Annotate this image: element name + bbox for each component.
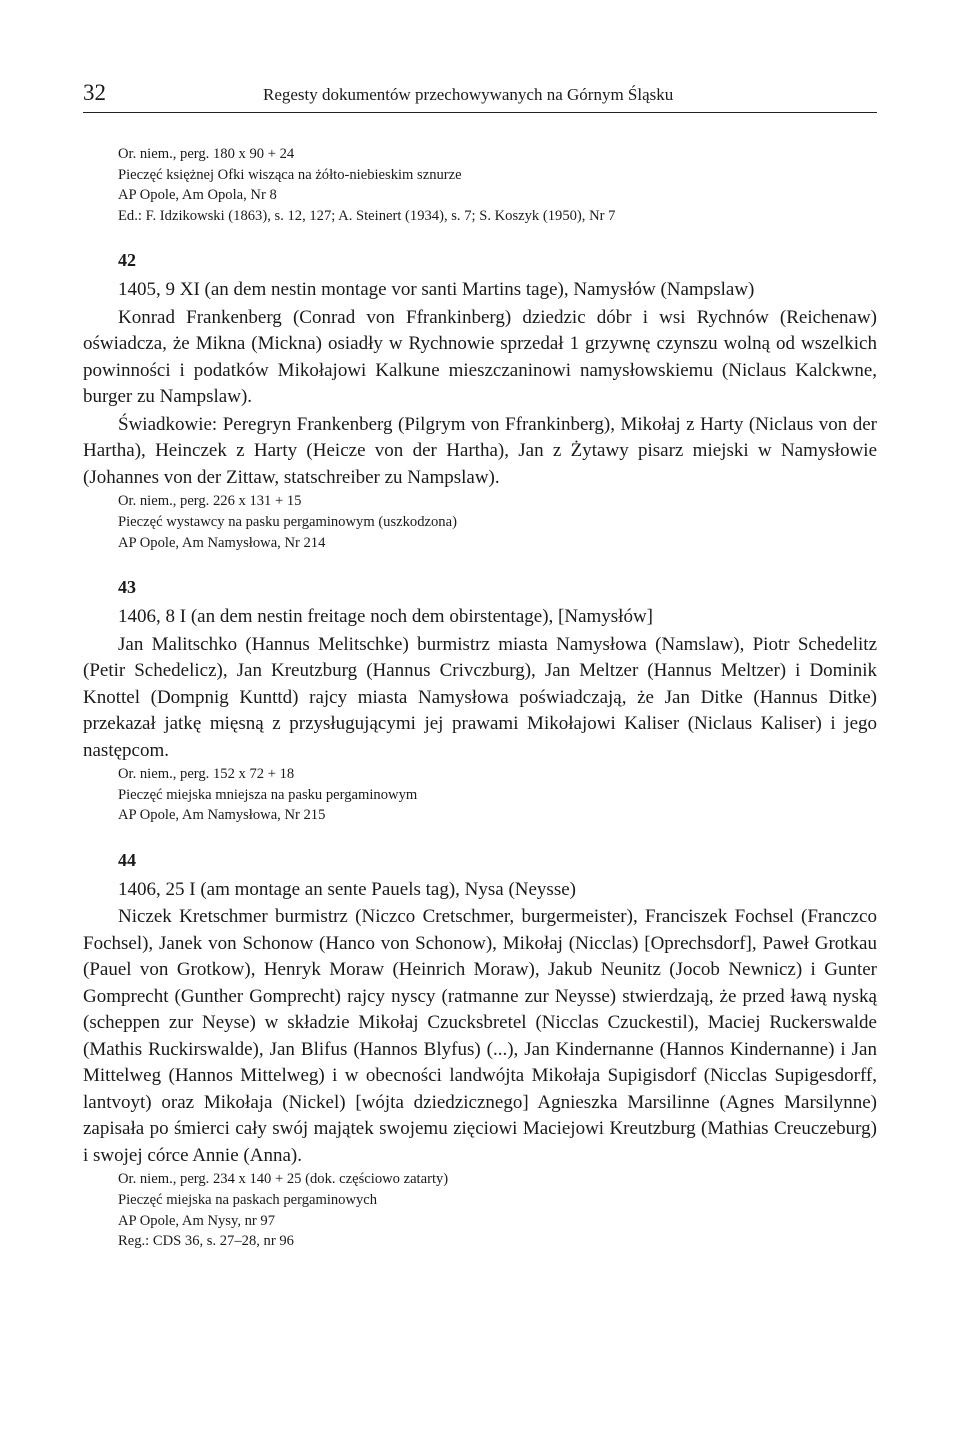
- entry-42: [83, 248, 877, 553]
- meta-line: Ed.: F. Idzikowski (1863), s. 12, 127; A. Steinert (1934), s. 7; S. Koszyk (1950), Nr 7: [118, 207, 616, 224]
- entry-paragraph: Konrad Frankenberg (Conrad von Ffrankinberg) dziedzic dóbr i wsi Rychnów (Reichenaw) oświadcza, że Mikna (Mickna) osiadły w Rychnowie sprzedał 1 grzywnę czynszu wolną od wszelkich powinności i podatków Mikołajowi Kalkune mieszczaninowi namysłowskiemu (Niclaus Kalckwne, burger zu Nampslaw).: [83, 306, 877, 408]
- entry-43: [83, 575, 877, 826]
- entry-metadata: [83, 491, 877, 553]
- entry-metadata: [83, 1169, 877, 1251]
- entry-paragraph: Jan Malitschko (Hannus Melitschke) burmistrz miasta Namysłowa (Namslaw), Piotr Schedelitz (Petir Schedelicz), Jan Kreutzburg (Hannus Crivczburg), Jan Meltzer (Hannus Meltzer) i Dominik Knottel (Dompnig Kunttd) rajcy miasta Namysłowa poświadczają, że Jan Ditke (Hannus Ditke) przekazał jatkę mięsną z przysługującymi jej prawami Mikołajowi Kaliser (Niclaus Kaliser) i jego następcom.: [83, 633, 877, 761]
- entry-metadata: [83, 764, 877, 826]
- meta-line: Pieczęć miejska na paskach pergaminowych: [118, 1192, 378, 1209]
- meta-line: AP Opole, Am Opola, Nr 8: [118, 187, 277, 204]
- meta-line: AP Opole, Am Namysłowa, Nr 215: [118, 807, 326, 824]
- entry-number: 42: [118, 250, 136, 271]
- entry-paragraph: Świadkowie: Peregryn Frankenberg (Pilgrym von Ffrankinberg), Mikołaj z Harty (Niclaus von der Hartha), Heinczek z Harty (Heicze von der Hartha), Jan z Żytawy pisarz miejski w Namysłowie (Johannes von der Zittaw, statschreiber zu Nampslaw).: [83, 413, 877, 488]
- page-header: [83, 78, 877, 114]
- entry-date-line: 1406, 8 I (an dem nestin freitage noch dem obirstentage), [Namysłów]: [118, 606, 654, 628]
- entry-number: 43: [118, 577, 136, 598]
- meta-line: Or. niem., perg. 226 x 131 + 15: [118, 493, 302, 510]
- entry-number: 44: [118, 849, 136, 870]
- page-number: 32: [83, 80, 106, 105]
- meta-line: AP Opole, Am Namysłowa, Nr 214: [118, 534, 326, 551]
- entry-date-line: 1405, 9 XI (an dem nestin montage vor santi Martins tage), Namysłów (Nampslaw): [118, 279, 755, 301]
- meta-line: Pieczęć księżnej Ofki wisząca na żółto-niebieskim sznurze: [118, 166, 462, 183]
- meta-line: Pieczęć wystawcy na pasku pergaminowym (uszkodzona): [118, 513, 457, 530]
- meta-line: Or. niem., perg. 152 x 72 + 18: [118, 766, 295, 783]
- header-rule: [83, 112, 877, 113]
- meta-line: Reg.: CDS 36, s. 27–28, nr 96: [118, 1233, 294, 1250]
- meta-line: Or. niem., perg. 180 x 90 + 24: [118, 146, 295, 162]
- running-title: Regesty dokumentów przechowywanych na Górnym Śląsku: [263, 85, 674, 104]
- entry-paragraph: Niczek Kretschmer burmistrz (Niczco Cretschmer, burgermeister), Franciszek Fochsel (Franczco Fochsel), Janek von Schonow (Hanco von Schonow), Mikołaj (Nicclas) [Oprechsdorf], Paweł Grotkau (Pauel von Grotkow), Henryk Moraw (Heinrich Moraw), Jakub Neunitz (Jocob Newnicz) i Gunter Gomprecht (Gunther Gomprecht) rajcy nyscy (ratmanne zur Neysse) stwierdzają, że przed ławą nyską (scheppen zur Neyse) w składzie Mikołaj Czucksbretel (Nicclas Czuckestil), Maciej Ruckerswalde (Mathis Ruckirswalde), Jan Blifus (Hannos Blyfus) (...), Jan Kindernanne (Hannos Kindernanne) i Jan Mittelweg (Hannos Mittelweg) i w obecności landwójta Mikołaja Supigisdorf (Nicclas Supigesdorff, lantvoyt) oraz Mikołaja (Nickel) [wójta dziedzicznego] Agnieszka Marsilinne (Agnes Marsilynne) zapisała po śmierci cały swój majątek swojemu zięciowi Maciejowi Kreutzburg (Mathias Creuczeburg) i swojej córce Annie (Anna).: [83, 906, 877, 1166]
- entry-date-line: 1406, 25 I (am montage an sente Pauels tag), Nysa (Neysse): [118, 878, 576, 900]
- meta-line: Pieczęć miejska mniejsza na pasku pergaminowym: [118, 786, 418, 803]
- meta-line: Or. niem., perg. 234 x 140 + 25 (dok. częściowo zatarty): [118, 1171, 449, 1188]
- entry-44: [83, 848, 877, 1252]
- previous-entry-metadata: [83, 144, 877, 226]
- meta-line: AP Opole, Am Nysy, nr 97: [118, 1212, 276, 1229]
- document-page: [83, 78, 877, 1252]
